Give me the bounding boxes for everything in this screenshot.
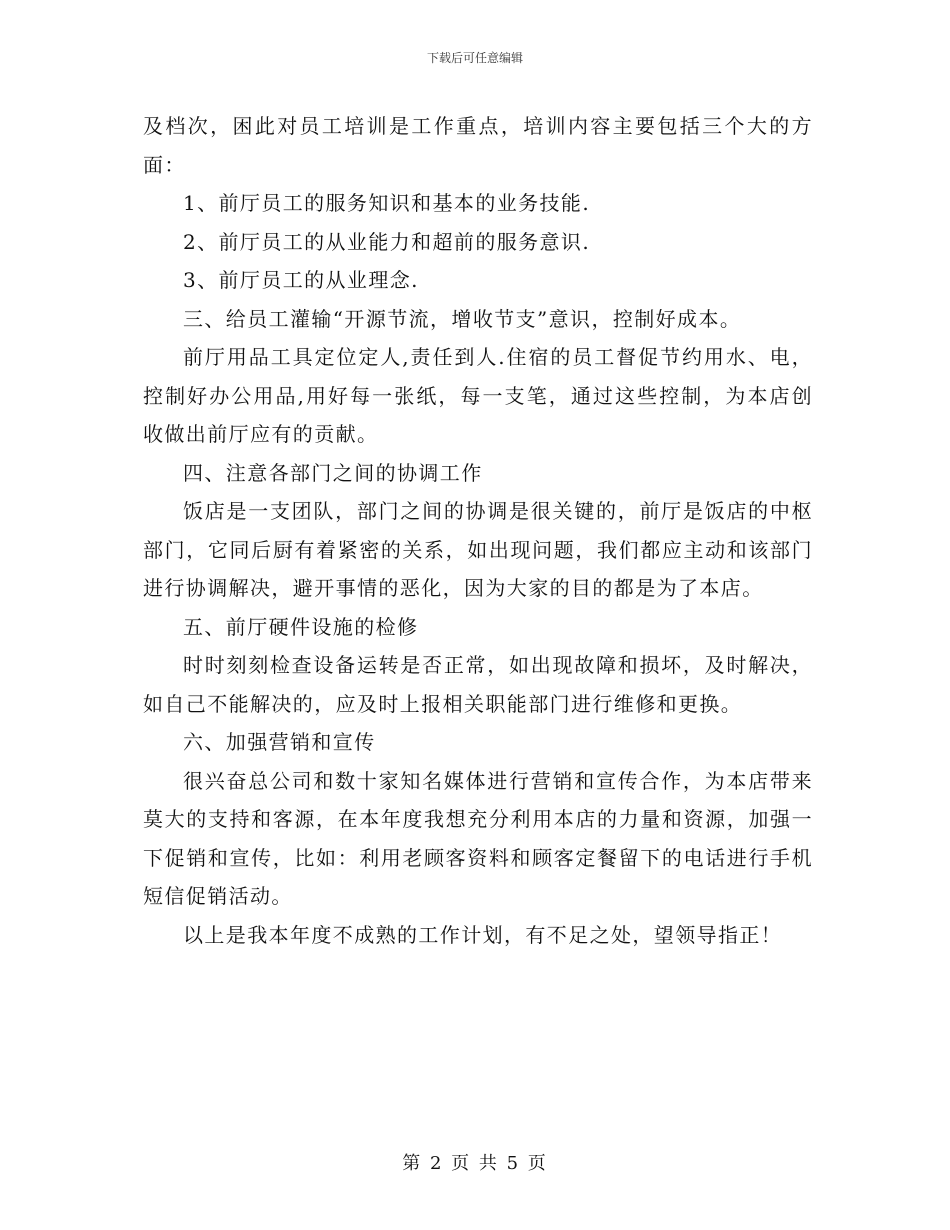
section-heading: 四、注意各部门之间的协调工作 bbox=[183, 460, 483, 485]
paragraph: 时时刻刻检查设备运转是否正常，如出现故障和损坏，及时解决，如自己不能解决的，应及时上报相关职能部门进行维修和更换。 bbox=[143, 653, 813, 716]
page-header: 下载后可任意编辑 bbox=[426, 51, 523, 65]
paragraph: 及档次，困此对员工培训是工作重点，培训内容主要包括三个大的方面： bbox=[143, 114, 813, 177]
document-body bbox=[143, 107, 813, 954]
paragraph: 3、前厅员工的从业理念. bbox=[183, 268, 419, 292]
page-number: 第 2 页 共 5 页 bbox=[402, 1153, 548, 1174]
section-heading: 三、给员工灌输“开源节流，增收节支”意识，控制好成本。 bbox=[183, 306, 742, 331]
section-heading: 五、前厅硬件设施的检修 bbox=[183, 614, 419, 639]
paragraph: 饭店是一支团队，部门之间的协调是很关键的，前厅是饭店的中枢部门，它同后厨有着紧密的关系，如出现问题，我们都应主动和该部门进行协调解决，避开事情的恶化，因为大家的目的都是为了本店。 bbox=[143, 499, 813, 600]
paragraph: 前厅用品工具定位定人,责任到人.住宿的员工督促节约用水、电，控制好办公用品,用好每一张纸，每一支笔，通过这些控制，为本店创收做出前厅应有的贡献。 bbox=[143, 345, 813, 446]
paragraph: 2、前厅员工的从业能力和超前的服务意识. bbox=[183, 229, 591, 254]
paragraph: 很兴奋总公司和数十家知名媒体进行营销和宣传合作，为本店带来莫大的支持和客源，在本年度我想充分利用本店的力量和资源，加强一下促销和宣传，比如：利用老顾客资料和顾客定餐留下的电话进行手机短信促销活动。 bbox=[143, 768, 813, 908]
closing-paragraph: 以上是我本年度不成熟的工作计划，有不足之处，望领导指正！ bbox=[183, 922, 783, 947]
section-heading: 六、加强营销和宣传 bbox=[183, 730, 376, 754]
paragraph: 1、前厅员工的服务知识和基本的业务技能. bbox=[183, 191, 591, 215]
